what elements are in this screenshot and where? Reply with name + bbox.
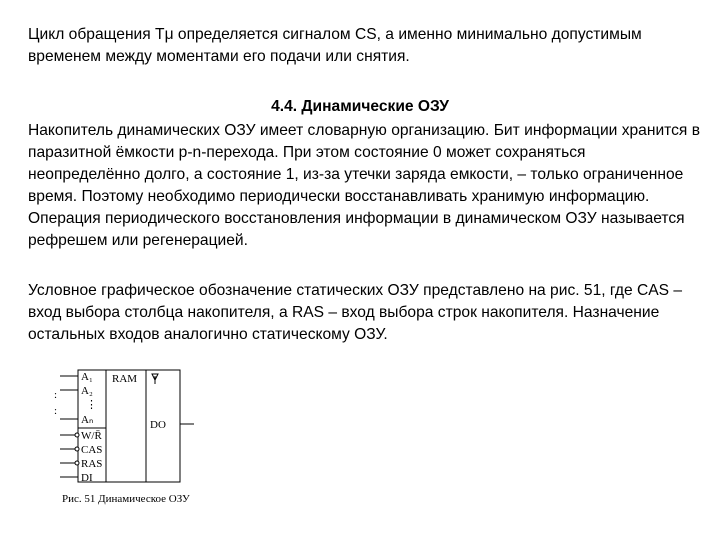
pin-label-di: DI (81, 472, 93, 484)
pin-label-an: Aₙ (81, 414, 94, 426)
pin-label-dots: ⋮ (86, 399, 97, 411)
paragraph-dram-description: Накопитель динамических ОЗУ имеет словарную организацию. Бит информации хранится в паразитной ёмкости p-n-перехода. При этом состояние 0 может сохраняться неопределённо долго, а состояние 1, из-за утечки заряда емкости, – только ограниченное время. Поэтому необходимо периодически восстанавливать хранимую информацию. Операция периодического восстановления информации в динамическом ОЗУ называется рефрешем или регенерацией. (28, 122, 700, 249)
figure-caption: Рис. 51 Динамическое ОЗУ (62, 493, 190, 505)
pin-label-wr: W/R̄ (81, 430, 102, 442)
inversion-circle (75, 461, 79, 465)
pin-label-a1: A₁ (81, 371, 93, 383)
pin-label-ras: RAS (81, 458, 103, 470)
block-label-ram: RAM (112, 373, 138, 385)
pin-label-a2: A₂ (81, 385, 93, 397)
inversion-circle (75, 447, 79, 451)
inversion-circle (75, 433, 79, 437)
ellipsis-mark: : (54, 389, 58, 401)
section-heading: 4.4. Динамические ОЗУ (271, 98, 449, 115)
pin-label-do: DO (150, 419, 166, 431)
ellipsis-mark: : (54, 405, 58, 417)
paragraph-cycle: Цикл обращения Тμ определяется сигналом CS, а именно минимально допустимым временем между моментами его подачи или снятия. (28, 26, 642, 65)
pin-label-cas: CAS (81, 444, 103, 456)
paragraph-symbol-description: Условное графическое обозначение статических ОЗУ представлено на рис. 51, где CAS – вход выбора столбца накопителя, а RAS – вход выбора строк накопителя. Назначение остальных входов аналогично статическому ОЗУ. (28, 282, 683, 343)
